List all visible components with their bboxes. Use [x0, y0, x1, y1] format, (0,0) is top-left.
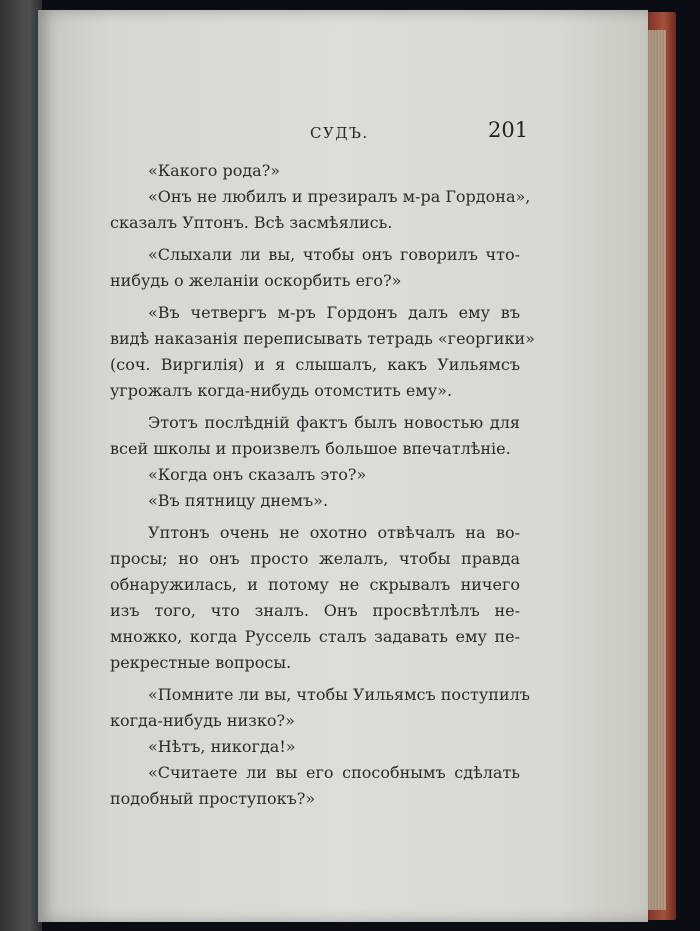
text-line: «Когда онъ сказалъ это?» [148, 465, 367, 484]
text-line: «Въ четвергъ м-ръ Гордонъ далъ ему въ [148, 303, 520, 322]
text-line: рекрестные вопросы. [110, 653, 292, 672]
book-page [38, 10, 648, 922]
text-line: обнаружилась, и потому не скрывалъ ничего [110, 575, 520, 594]
text-line: «Онъ не любилъ и презиралъ м-ра Гордона», [148, 187, 531, 206]
text-line: подобный проступокъ?» [110, 789, 316, 808]
text-line: множко, когда Руссель сталъ задавать ему пе- [110, 627, 520, 646]
page-number: 201 [488, 118, 529, 142]
text-line: «Помните ли вы, чтобы Уильямсъ поступилъ [148, 685, 530, 704]
text-line: «Въ пятницу днемъ». [148, 491, 329, 510]
text-line: угрожалъ когда-нибудь отомстить ему». [110, 381, 453, 400]
text-line: Уптонъ очень не охотно отвѣчалъ на во- [148, 523, 520, 542]
running-title: СУДЪ. [310, 124, 369, 142]
text-line: сказалъ Уптонъ. Всѣ засмѣялись. [110, 213, 393, 232]
text-line: всей школы и произвелъ большое впечатлѣніе. [110, 439, 511, 458]
text-line: «Слыхали ли вы, чтобы онъ говорилъ что- [148, 245, 520, 264]
text-line: видѣ наказанія переписывать тетрадь «георгики» [110, 329, 535, 348]
running-head [38, 114, 648, 144]
text-line: нибудь о желаніи оскорбить его?» [110, 271, 402, 290]
text-line: «Какого рода?» [148, 161, 281, 180]
text-line: «Считаете ли вы его способнымъ сдѣлать [148, 763, 520, 782]
text-line: просы; но онъ просто желалъ, чтобы правда [110, 549, 520, 568]
text-line: (соч. Виргилія) и я слышалъ, какъ Уильямсъ [110, 355, 520, 374]
body-text [110, 158, 535, 812]
text-line: Этотъ послѣдній фактъ былъ новостью для [148, 413, 520, 432]
text-line: когда-нибудь низко?» [110, 711, 295, 730]
text-line: «Нѣтъ, никогда!» [148, 737, 296, 756]
text-line: изъ того, что зналъ. Онъ просвѣтлѣлъ не- [110, 601, 520, 620]
